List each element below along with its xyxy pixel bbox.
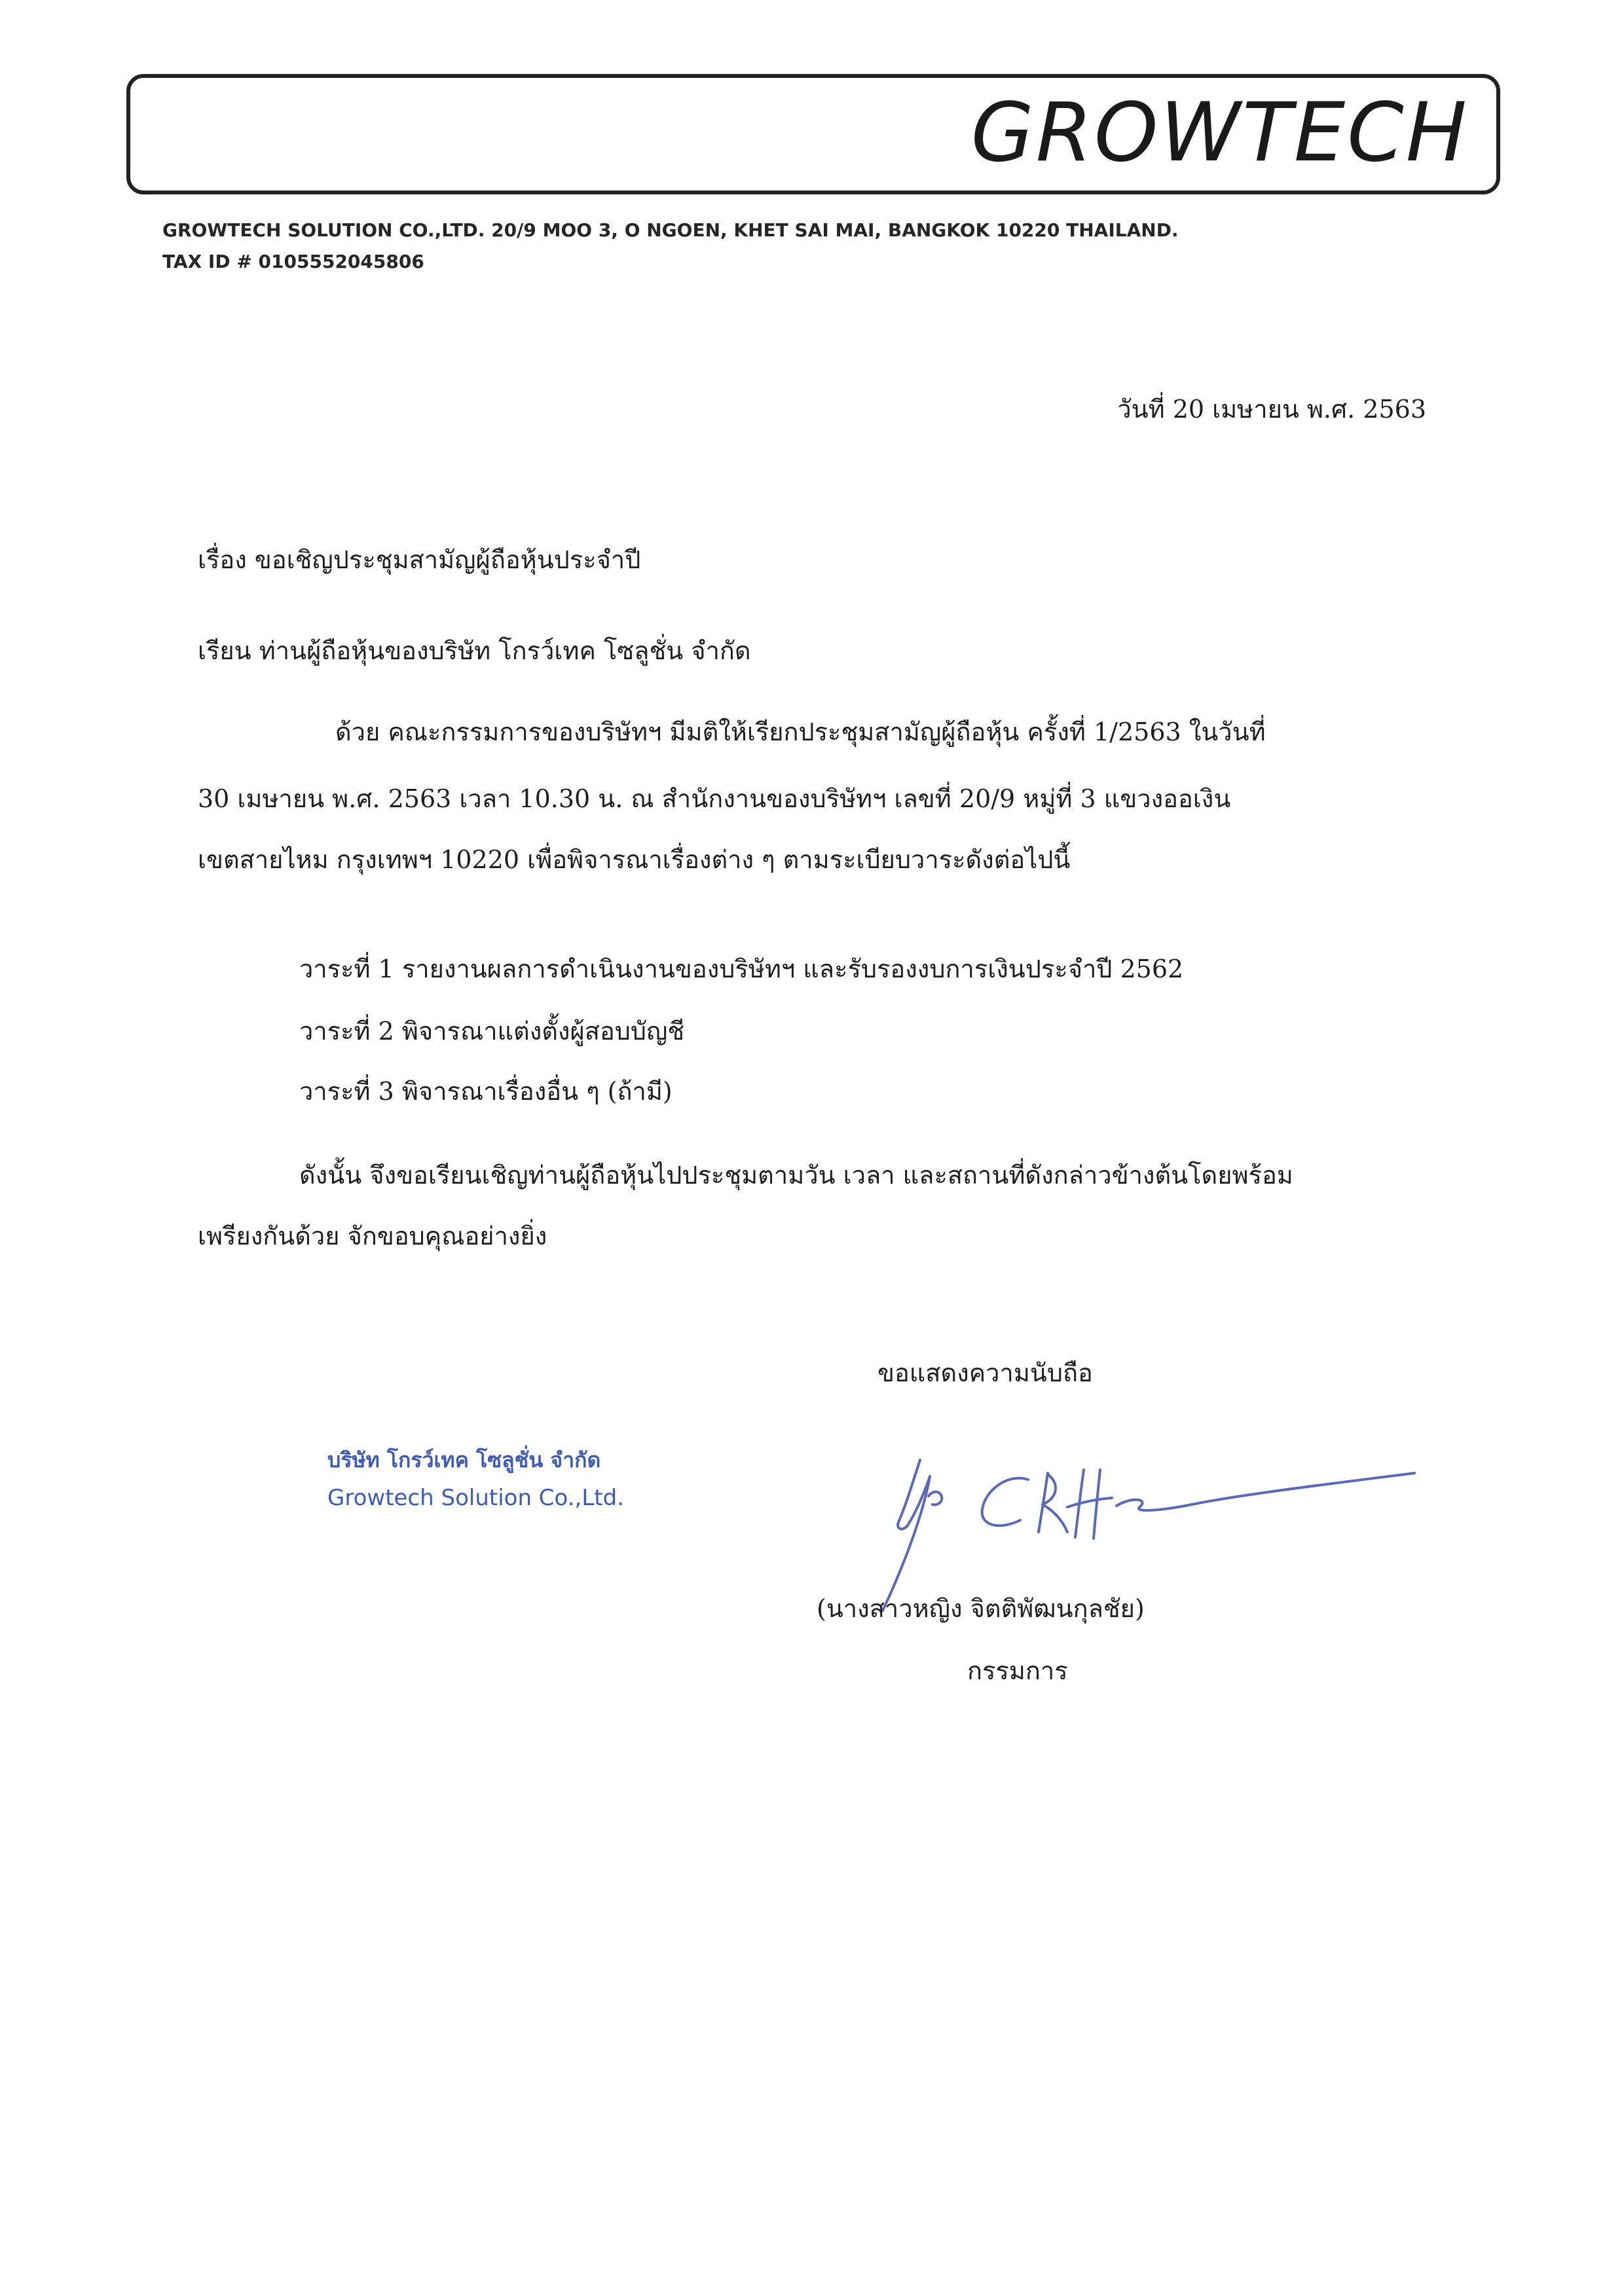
paragraph-line: ดังนั้น จึงขอเรียนเชิญท่านผู้ถือหุ้นไปประชุมตามวัน เวลา และสถานที่ดังกล่าวข้างต้นโดยพร้อม xyxy=(299,1161,1293,1190)
company-stamp xyxy=(327,1444,624,1511)
tax-id: TAX ID # 0105552045806 xyxy=(162,251,424,272)
paragraph-line: เพรียงกันด้วย จักขอบคุณอย่างยิ่ง xyxy=(198,1222,547,1250)
signer-name: (นางสาวหญิง จิตติพัฒนกุลชัย) xyxy=(817,1594,1145,1623)
paragraph-line: เขตสายไหม กรุงเทพฯ 10220 เพื่อพิจารณาเรื่องต่าง ๆ ตามระเบียบวาระดังต่อไปนี้ xyxy=(198,845,1071,874)
letter-closing: ขอแสดงความนับถือ xyxy=(877,1358,1093,1387)
paragraph-line: 30 เมษายน พ.ศ. 2563 เวลา 10.30 น. ณ สำนักงานของบริษัทฯ เลขที่ 20/9 หมู่ที่ 3 แขวงออเงิน xyxy=(198,784,1231,813)
stamp-thai-name: บริษัท โกรว์เทค โซลูชั่น จำกัด xyxy=(327,1448,601,1472)
stamp-english-name: Growtech Solution Co.,Ltd. xyxy=(327,1485,625,1511)
agenda-item: วาระที่ 1 รายงานผลการดำเนินงานของบริษัทฯ และรับรองงบการเงินประจำปี 2562 xyxy=(299,955,1184,983)
agenda-item: วาระที่ 2 พิจารณาแต่งตั้งผู้สอบบัญชี xyxy=(299,1017,685,1046)
company-address: GROWTECH SOLUTION CO.,LTD. 20/9 MOO 3, O NGOEN, KHET SAI MAI, BANGKOK 10220 THAILAND. xyxy=(162,219,1179,241)
letter-subject: เรื่อง ขอเชิญประชุมสามัญผู้ถือหุ้นประจำปี xyxy=(198,545,641,574)
company-logo: GROWTECH xyxy=(970,86,1469,180)
agenda-item: วาระที่ 3 พิจารณาเรื่องอื่น ๆ (ถ้ามี) xyxy=(299,1077,673,1106)
letter-recipient: เรียน ท่านผู้ถือหุ้นของบริษัท โกรว์เทค โซลูชั่น จำกัด xyxy=(198,636,751,665)
letterhead-frame xyxy=(126,74,1500,194)
handwritten-signature xyxy=(851,1434,1428,1617)
paragraph-line: ด้วย คณะกรรมการของบริษัทฯ มีมติให้เรียกประชุมสามัญผู้ถือหุ้น ครั้งที่ 1/2563 ในวันที่ xyxy=(335,718,1266,746)
signer-title: กรรมการ xyxy=(967,1656,1068,1685)
letter-date: วันที่ 20 เมษายน พ.ศ. 2563 xyxy=(1117,395,1426,424)
